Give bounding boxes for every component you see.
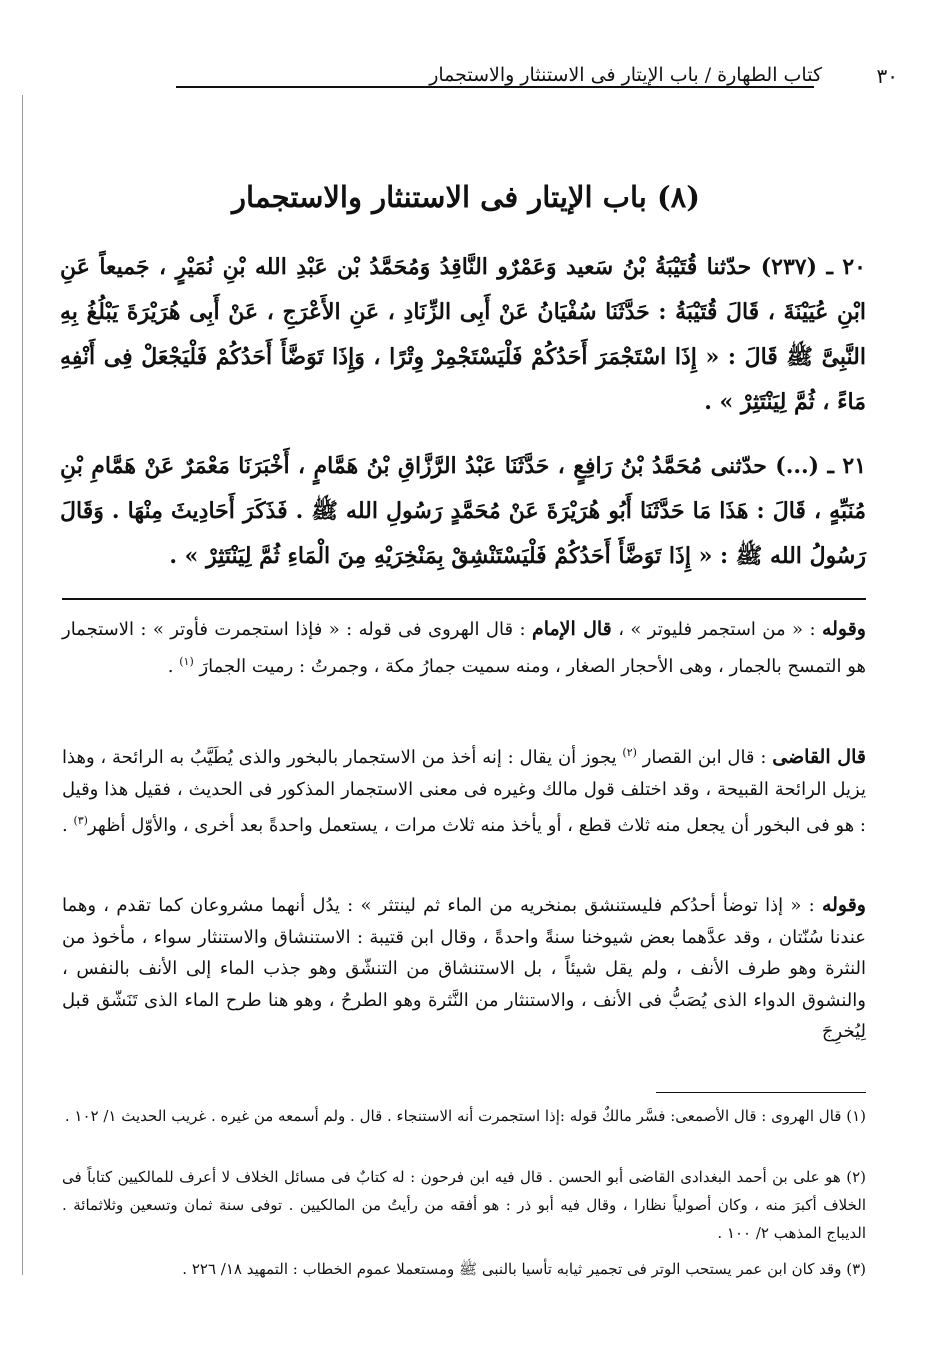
commentary-paragraph-2: [62, 737, 866, 842]
hadith-21: [60, 444, 866, 579]
commentary-text: : قال الهروى فى قوله : « فإذا استجمرت فأوتر » : الاستجمار هو التمسح بالجمار ، وهى الأحجار الصغار ، ومنه سميت جمارُ مكة ، وجمرتُ : رميت الجمارَ: [62, 619, 866, 677]
hadith-number: ٢٠ ـ (٢٣٧): [760, 254, 866, 280]
running-title: كتاب الطهارة / باب الإيتار فى الاستنثار والاستجمار: [429, 64, 822, 86]
commentary-imam-label: قال الإمام: [531, 618, 612, 640]
commentary-text: : « إذا توضأ أحدُكم فليستنشق بمنخريه من الماء ثم لينتثر » : يدُل أنهما مشروعان كما تقدم ، وهما عندنا سُنّتان ، وقد عدَّهما بعض شيوخنا سنةً واحدةً ، وقال ابن قتيبة : الاستنشاق والاستنثار سواء ، مأخوذ من النثرة وهو طرف الأنف ، ولم يقل شيئاً ، بل الاستنشاق من التنشّق وهو جذب الماء إلى الأنف بالنفس ، والنشوق الدواء الذى يُصَبُّ فى الأنف ، والاستنثار من النَّثرة وهو الطرحُ ، وهو هنا طرح الماء الذى تَنَشّق قبل لِيُخرِجَ: [62, 895, 866, 1042]
hadith-text: حدّثنى مُحَمَّدُ بْنُ رَافِعٍ ، حَدَّثَنَا عَبْدُ الرَّزَّاقِ بْنُ هَمَّامٍ ، أَخْبَرَنَا مَعْمَرٌ عَنْ هَمَّامِ بْنِ مُنَبِّهٍ ، قَالَ : هَذَا مَا حَدَّثَنَا أَبُو هُرَيْرَةَ عَنْ مُحَمَّدٍ رَسُولِ الله ﷺ . فَذَكَرَ أَحَادِيثَ مِنْهَا . وَقَالَ رَسُولُ الله ﷺ : « إِذَا تَوَضَّأَ أَحَدُكُمْ فَلْيَسْتَنْشِقْ بِمَنْخِرَيْهِ مِنَ الْمَاءِ ثُمَّ لِيَنْتَثِرْ » .: [60, 453, 866, 569]
commentary-text: : قال ابن القصار: [642, 747, 767, 768]
commentary-text: : « من استجمر فليوتر » ،: [618, 619, 816, 640]
commentary-text: .: [61, 815, 68, 836]
scan-edge-line: [22, 95, 23, 1275]
footnote-3: (٣) وقد كان ابن عمر يستحب الوتر فى تجمير ثيابه تأسيا بالنبى ﷺ ومستعملا عموم الخطاب : التمهيد ١٨/ ٢٢٦ .: [182, 1260, 866, 1278]
footnote-ref[interactable]: (٢): [622, 746, 637, 759]
commentary-lead: وقوله: [821, 894, 866, 916]
footnote-2: (٢) هو على بن أحمد البغدادى القاضى أبو الحسن . قال فيه ابن فرحون : له كتابٌ فى مسائل الخلاف لا أعرف للمالكيين كتاباً فى الخلاف أكبرَ منه ، وكان أصولياً نظارا ، وقال فيه أبو ذر : هو أفقه من رأيتُ من المالكيين . توفى سنة ثمان وتسعين وثلاثمائة . الديباج المذهب ٢/ ١٠٠ .: [62, 1168, 866, 1242]
running-header: [28, 64, 898, 104]
commentary-paragraph-3: [62, 890, 866, 1048]
commentary-text: يجوز أن يقال : إنه أخذ من الاستجمار بالبخور والذى يُطَيَّبُ به الرائحة ، وهذا يزيل الرائحة القبيحة ، وقد اختلف قول مالك وغيره فى معنى الاستجمار المذكور فى الحديث ، فقيل هذا وقيل : هو فى البخور أن يجعل منه ثلاث قطع ، أو يأخذ منه ثلاث مرات ، يستعمل واحدةً بعد أخرى ، والأوّل أظهر: [62, 747, 866, 836]
commentary-text: .: [167, 655, 174, 677]
header-rule: [176, 86, 814, 88]
hadith-20: [60, 245, 866, 425]
commentary-lead: وقوله: [821, 618, 866, 640]
footnote-ref[interactable]: (١): [179, 654, 194, 668]
page-number: ٣٠: [876, 64, 898, 88]
footnote-1: (١) قال الهروى : قال الأصمعى: فسَّر مالكٌ قوله :إذا استجمرت أنه الاستنجاء . قال . ولم أسمعه من غيره . غريب الحديث ١/ ١٠٢ .: [64, 1107, 866, 1125]
hadith-text: حدّثنا قُتَيْبَةُ بْنُ سَعيد وَعَمْرٌو النَّاقِدُ وَمُحَمَّدُ بْن عَبْدِ الله بْنِ نُمَيْرٍ ، جَميعاً عَنِ ابْنِ عُيَيْنَةَ ، قَالَ قُتَيْبَةُ : حَدَّثَنَا سُفْيَانُ عَنْ أَبِى الزِّنَادِ ، عَنِ الأَعْرَجِ ، عَنْ أَبِى هُرَيْرَةَ يَبْلُغُ بِهِ النَّبِىَّ ﷺ قَالَ : « إِذَا اسْتَجْمَرَ أَحَدُكُمْ فَلْيَسْتَجْمِرْ وِتْرًا ، وَإِذَا تَوَضَّأَ أَحَدُكُمْ فَلْيَجْعَلْ فِى أَنْفِهِ مَاءً ، ثُمَّ لِيَنْتَثِرْ » .: [60, 254, 866, 415]
footnote-divider: [656, 1092, 866, 1093]
footnote-ref[interactable]: (٣): [73, 814, 88, 827]
commentary-lead: قال القاضى: [772, 746, 866, 768]
commentary-divider: [62, 598, 866, 600]
hadith-number: ٢١ ـ (...): [775, 453, 867, 479]
commentary-paragraph-1: [62, 614, 866, 682]
chapter-heading: (٨) باب الإيتار فى الاستنثار والاستجمار: [232, 180, 700, 214]
